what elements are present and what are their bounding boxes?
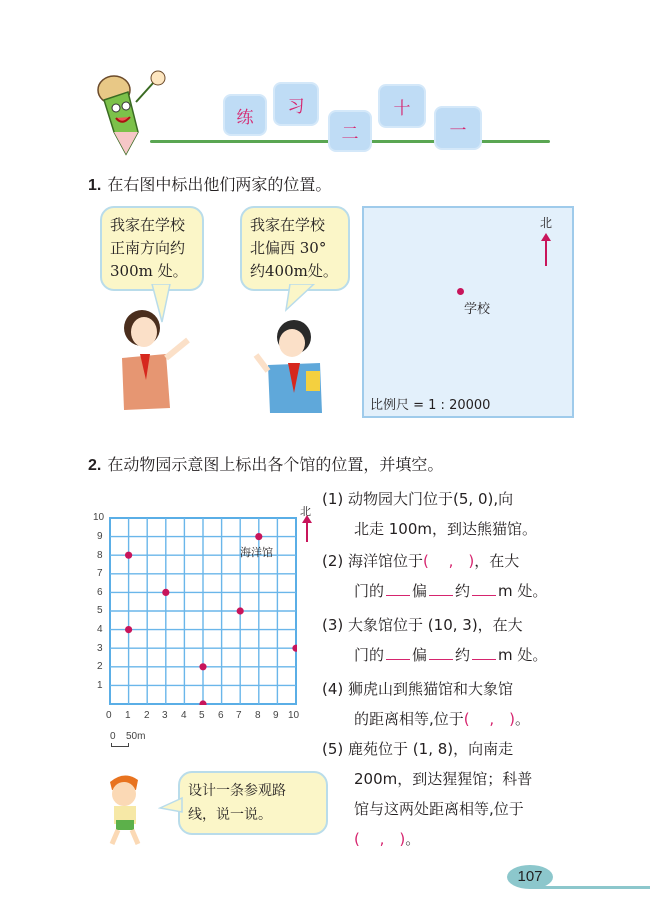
bubble-line: 正南方向约 (110, 239, 186, 257)
item-text: 约 (455, 582, 471, 600)
bubble-line: 约400m处。 (250, 262, 338, 280)
question-text: 在右图中标出他们两家的位置。 (107, 175, 332, 194)
item-text: 约 (455, 646, 471, 664)
x-tick: 7 (236, 710, 242, 721)
y-tick: 7 (97, 568, 103, 579)
item-number: (5) (322, 740, 344, 758)
pencil-mascot-icon (86, 62, 176, 162)
item-number: (2) (322, 552, 344, 570)
girl-illustration-icon (110, 300, 200, 412)
item-text: 门的 (354, 646, 385, 664)
school-map (362, 206, 574, 418)
answer-angle-blank[interactable] (429, 583, 453, 596)
item-text: 。 (405, 830, 421, 848)
north-label: 北 (540, 216, 553, 230)
question-number: 2. (88, 457, 102, 474)
x-tick: 9 (273, 710, 279, 721)
title-char-1: 练 (225, 96, 265, 134)
scale-zero: 0 (110, 731, 116, 742)
y-tick: 3 (97, 643, 103, 654)
item-text: 。 (515, 710, 531, 728)
item-number: (1) (322, 490, 344, 508)
boy-illustration-icon (250, 315, 340, 415)
scale-label: 比例尺 = 1 : 20000 (370, 398, 491, 413)
item-text: 狮虎山到熊猫馆和大象馆 (348, 680, 514, 698)
item-text: 馆与这两处距离相等,位于 (354, 800, 524, 818)
y-tick: 1 (97, 680, 103, 691)
bubble-tail-icon (284, 284, 324, 314)
item-text: 偏 (412, 646, 428, 664)
school-label: 学校 (464, 302, 491, 317)
item-text: 海洋馆位于 (348, 552, 424, 570)
x-tick: 1 (125, 710, 131, 721)
y-tick: 4 (97, 624, 103, 635)
item-text: ，在大 (474, 552, 520, 570)
question-text: 在动物园示意图上标出各个馆的位置，并填空。 (107, 455, 444, 474)
north-label: 北 (300, 505, 311, 518)
item-text: 200m，到达猩猩馆；科普 (354, 770, 533, 788)
item-number: (3) (322, 616, 344, 634)
answer-angle-blank[interactable] (429, 647, 453, 660)
title-char-2: 习 (275, 84, 317, 124)
bubble-line: 300m 处。 (110, 262, 188, 280)
answer-distance-blank[interactable] (472, 583, 496, 596)
y-tick: 9 (97, 531, 103, 542)
item-5 (322, 734, 532, 854)
y-tick: 5 (97, 605, 103, 616)
x-tick: 2 (144, 710, 150, 721)
kid-mascot-icon (92, 768, 162, 848)
north-arrow-icon (306, 522, 308, 542)
question-2-title (88, 452, 443, 475)
item-1 (322, 484, 537, 544)
x-tick: 5 (199, 710, 205, 721)
answer-direction-blank[interactable] (386, 583, 410, 596)
bubble-tail-icon (158, 796, 184, 816)
scale-label: 50m (126, 731, 146, 742)
ocean-hall-label: 海洋馆 (240, 546, 273, 559)
item-2 (322, 546, 547, 606)
answer-coordinate-blank[interactable]: ( , ) (463, 710, 516, 728)
item-text: 的距离相等,位于 (354, 710, 464, 728)
question-number: 1. (88, 177, 102, 194)
item-3 (322, 610, 547, 670)
bubble-line: 我家在学校 (250, 216, 326, 234)
y-tick: 10 (93, 512, 105, 523)
item-number: (4) (322, 680, 344, 698)
answer-coordinate-blank[interactable]: ( , ) (423, 552, 475, 570)
north-arrow-icon (545, 240, 547, 266)
boy-speech-bubble (240, 206, 350, 291)
item-text: 动物园大门位于(5, 0),向 (348, 490, 514, 508)
page-number: 107 (507, 865, 553, 889)
girl-speech-bubble (100, 206, 204, 291)
x-tick: 8 (255, 710, 261, 721)
item-text: m 处。 (498, 646, 548, 664)
item-text: m 处。 (498, 582, 548, 600)
x-tick: 6 (218, 710, 224, 721)
item-text: 偏 (412, 582, 428, 600)
bubble-line: 线，说一说。 (188, 807, 272, 823)
x-tick: 3 (162, 710, 168, 721)
answer-distance-blank[interactable] (472, 647, 496, 660)
school-point (457, 288, 464, 295)
item-text: 大象馆位于 (10, 3)，在大 (348, 616, 523, 634)
scale-bar (111, 743, 129, 747)
item-text: 鹿苑位于 (1, 8)，向南走 (348, 740, 514, 758)
y-tick: 6 (97, 587, 103, 598)
answer-direction-blank[interactable] (386, 647, 410, 660)
x-tick: 0 (106, 710, 112, 721)
x-tick: 10 (288, 710, 300, 721)
item-text: 北走 100m，到达熊猫馆。 (354, 520, 538, 538)
title-char-5: 一 (436, 108, 480, 148)
footer-line (530, 886, 650, 889)
question-1-title (88, 172, 331, 195)
bubble-line: 设计一条参观路 (188, 783, 286, 799)
y-tick: 8 (97, 550, 103, 561)
title-char-4: 十 (380, 86, 424, 126)
x-tick: 4 (181, 710, 187, 721)
bubble-line: 北偏西 30° (250, 239, 327, 257)
item-text: 门的 (354, 582, 385, 600)
title-char-3: 二 (330, 112, 370, 150)
y-tick: 2 (97, 661, 103, 672)
item-4 (322, 674, 530, 734)
hint-speech-bubble (178, 771, 328, 835)
answer-coordinate-blank[interactable]: ( , ) (354, 830, 406, 848)
bubble-line: 我家在学校 (110, 216, 186, 234)
